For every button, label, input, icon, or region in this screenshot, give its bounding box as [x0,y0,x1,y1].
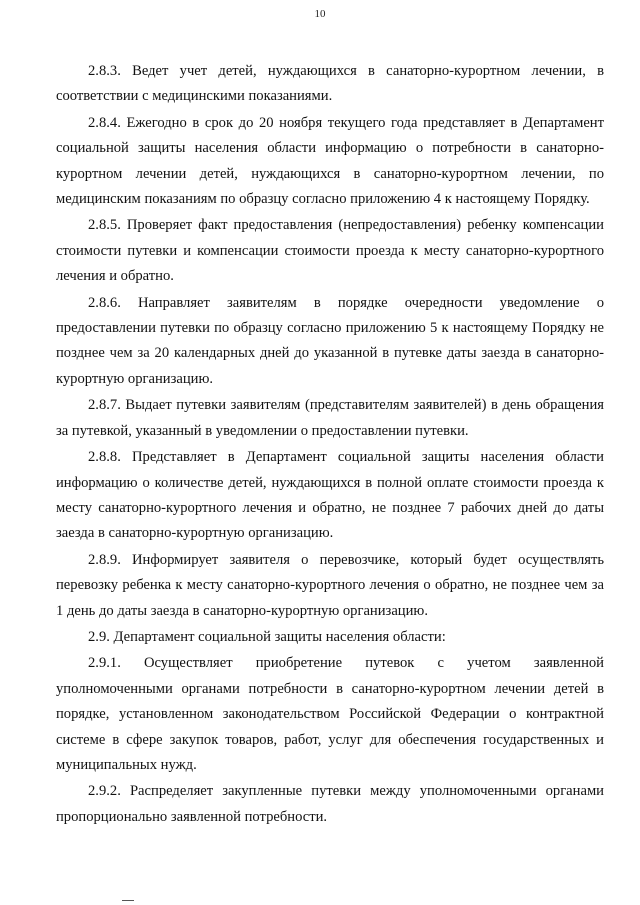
paragraph-2-8-5: 2.8.5. Проверяет факт предоставления (непредоставления) ребенку компенсации стоимости путевки и компенсации стоимости проезда к месту санаторно-курортного лечения и обратно. [56,217,604,285]
paragraph-2-8-6: 2.8.6. Направляет заявителям в порядке очередности уведомление о предоставлении путевки по образцу согласно приложению 5 к настоящему Порядку не позднее чем за 20 календарных дней до указанной в путевке даты заезда в санаторно-курортную организацию. [56,294,604,387]
paragraph-2-8-8: 2.8.8. Представляет в Департамент социальной защиты населения области информацию о количестве детей, нуждающихся в полной оплате стоимости проезда к месту санаторно-курортного лечения и обратно, не позднее 7 рабочих дней до даты заезда в санаторно-курортную организацию. [56,449,604,542]
paragraph-2-9: 2.9. Департамент социальной защиты населения области: [88,628,446,645]
paragraph-2-8-3: 2.8.3. Ведет учет детей, нуждающихся в санаторно-курортном лечении, в соответствии с медицинскими показаниями. [56,63,604,105]
paragraph-2-8-7: 2.8.7. Выдает путевки заявителям (представителям заявителей) в день обращения за путевкой, указанный в уведомлении о предоставлении путевки. [56,397,604,439]
page-number: 10 [314,8,326,20]
document-body [56,59,604,830]
footer-divider [122,900,134,901]
paragraph-2-9-2: 2.9.2. Распределяет закупленные путевки между уполномоченными органами пропорционально заявленной потребности. [56,783,604,825]
paragraph-2-8-4: 2.8.4. Ежегодно в срок до 20 ноября текущего года представляет в Департамент социальной защиты населения области информацию о потребности в санаторно-курортном лечении детей, нуждающихся в санаторно-курортном лечении, по медицинским показаниям по образцу согласно приложению 4 к настоящему Порядку. [56,114,604,208]
paragraph-2-8-9: 2.8.9. Информирует заявителя о перевозчике, который будет осуществлять перевозку ребенка к месту санаторно-курортного лечения о обратно, не позднее чем за 1 день до даты заезда в санаторно-курортную организацию. [56,551,604,619]
paragraph-2-9-1: 2.9.1. Осуществляет приобретение путевок с учетом заявленной уполномоченными органами потребности в санаторно-курортном лечении детей в порядке, установленном законодательством Российской Федерации о контрактной системе в сфере закупок товаров, работ, услуг для обеспечения государственных и муниципальных нужд. [56,655,604,773]
